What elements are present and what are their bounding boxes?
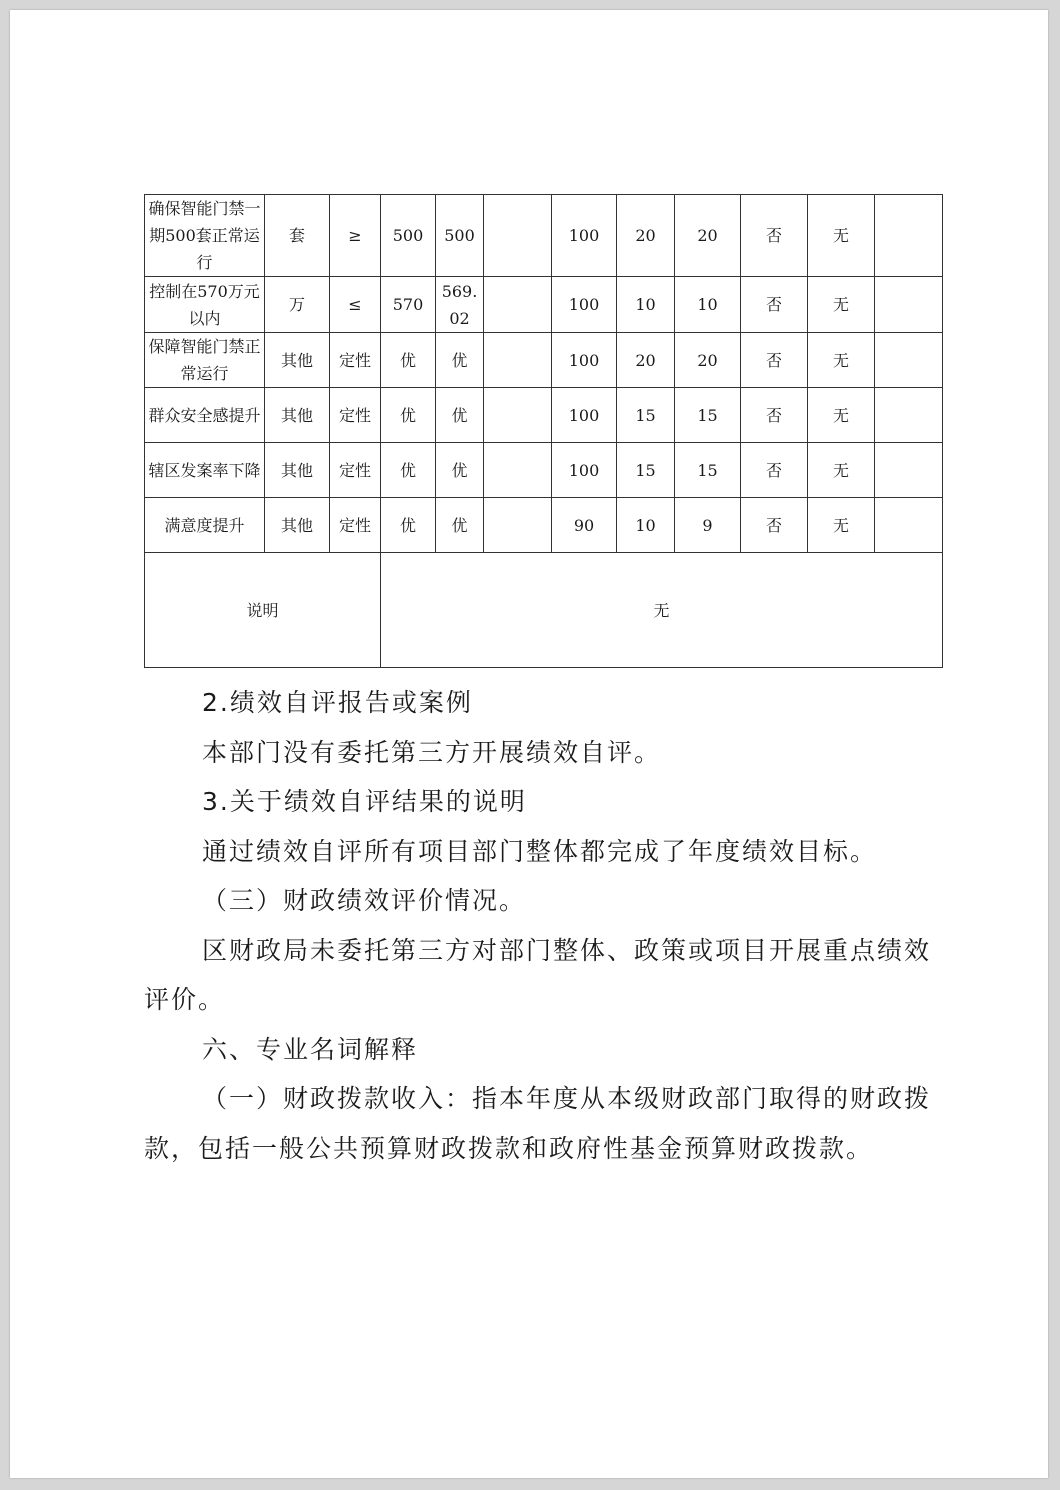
note-value: 无 [381, 553, 943, 668]
cell-blank [484, 443, 552, 498]
cell-nature: 定性 [330, 333, 381, 388]
paragraph-goals-completed: 通过绩效自评所有项目部门整体都完成了年度绩效目标。 [202, 836, 878, 866]
cell-score: 9 [675, 498, 741, 553]
cell-blank [484, 277, 552, 333]
cell-empty [875, 195, 943, 277]
cell-adjusted: 否 [741, 498, 808, 553]
cell-remark: 无 [808, 443, 875, 498]
cell-unit: 套 [265, 195, 330, 277]
term-label: （一）财政拨款收入： [202, 1084, 473, 1113]
term-text: 指本年度从本级财政部门取得的财政拨款，包括一般公共预算财政拨款和政府性基金预算财政拨款。 [144, 1084, 932, 1163]
heading-self-evaluation-result: 3.关于绩效自评结果的说明 [202, 787, 527, 816]
cell-name: 辖区发案率下降 [145, 443, 265, 498]
cell-nature: ≤ [330, 277, 381, 333]
cell-actual: 优 [436, 333, 484, 388]
table-row [145, 333, 943, 388]
document-page [10, 10, 1048, 1478]
cell-unit: 其他 [265, 333, 330, 388]
cell-remark: 无 [808, 277, 875, 333]
cell-score-base: 100 [552, 388, 617, 443]
cell-blank [484, 498, 552, 553]
note-label: 说明 [145, 553, 381, 668]
cell-adjusted: 否 [741, 195, 808, 277]
cell-nature: 定性 [330, 388, 381, 443]
cell-target: 优 [381, 388, 436, 443]
table-row [145, 277, 943, 333]
cell-blank [484, 388, 552, 443]
cell-actual: 优 [436, 443, 484, 498]
cell-name: 满意度提升 [145, 498, 265, 553]
cell-empty [875, 333, 943, 388]
cell-weight: 10 [617, 277, 675, 333]
cell-score: 15 [675, 443, 741, 498]
table-body [145, 195, 943, 553]
cell-adjusted: 否 [741, 277, 808, 333]
table-note-row [145, 553, 943, 668]
cell-nature: 定性 [330, 498, 381, 553]
cell-name: 群众安全感提升 [145, 388, 265, 443]
body-text [144, 678, 944, 1173]
cell-weight: 15 [617, 443, 675, 498]
cell-name: 控制在570万元以内 [145, 277, 265, 333]
heading-self-evaluation-report: 2.绩效自评报告或案例 [202, 688, 473, 717]
heading-financial-evaluation: （三）财政绩效评价情况。 [202, 886, 527, 915]
cell-name: 确保智能门禁一期500套正常运行 [145, 195, 265, 277]
table-row [145, 195, 943, 277]
cell-empty [875, 498, 943, 553]
cell-score: 15 [675, 388, 741, 443]
cell-unit: 万 [265, 277, 330, 333]
paragraph-term-fiscal-income [144, 1074, 944, 1173]
cell-remark: 无 [808, 498, 875, 553]
table-row [145, 388, 943, 443]
cell-actual: 优 [436, 388, 484, 443]
cell-score: 10 [675, 277, 741, 333]
cell-remark: 无 [808, 388, 875, 443]
cell-unit: 其他 [265, 388, 330, 443]
paragraph-financial-evaluation: 区财政局未委托第三方对部门整体、政策或项目开展重点绩效评价。 [144, 935, 932, 1014]
cell-empty [875, 388, 943, 443]
table-row [145, 443, 943, 498]
cell-remark: 无 [808, 195, 875, 277]
heading-terms: 六、专业名词解释 [202, 1034, 419, 1064]
cell-empty [875, 443, 943, 498]
cell-nature: 定性 [330, 443, 381, 498]
cell-blank [484, 333, 552, 388]
cell-weight: 10 [617, 498, 675, 553]
cell-unit: 其他 [265, 443, 330, 498]
cell-actual: 569.02 [436, 277, 484, 333]
cell-actual: 优 [436, 498, 484, 553]
cell-nature: ≥ [330, 195, 381, 277]
cell-weight: 20 [617, 333, 675, 388]
cell-name: 保障智能门禁正常运行 [145, 333, 265, 388]
table-row [145, 498, 943, 553]
cell-score-base: 90 [552, 498, 617, 553]
cell-target: 优 [381, 443, 436, 498]
paragraph-no-third-party: 本部门没有委托第三方开展绩效自评。 [202, 737, 662, 767]
cell-target: 570 [381, 277, 436, 333]
cell-score-base: 100 [552, 195, 617, 277]
cell-target: 500 [381, 195, 436, 277]
cell-score-base: 100 [552, 333, 617, 388]
performance-table [144, 194, 943, 668]
cell-score: 20 [675, 333, 741, 388]
cell-score-base: 100 [552, 443, 617, 498]
cell-unit: 其他 [265, 498, 330, 553]
cell-actual: 500 [436, 195, 484, 277]
cell-target: 优 [381, 333, 436, 388]
cell-remark: 无 [808, 333, 875, 388]
cell-weight: 20 [617, 195, 675, 277]
cell-adjusted: 否 [741, 388, 808, 443]
cell-target: 优 [381, 498, 436, 553]
cell-blank [484, 195, 552, 277]
cell-adjusted: 否 [741, 443, 808, 498]
cell-adjusted: 否 [741, 333, 808, 388]
cell-weight: 15 [617, 388, 675, 443]
cell-score: 20 [675, 195, 741, 277]
cell-empty [875, 277, 943, 333]
cell-score-base: 100 [552, 277, 617, 333]
